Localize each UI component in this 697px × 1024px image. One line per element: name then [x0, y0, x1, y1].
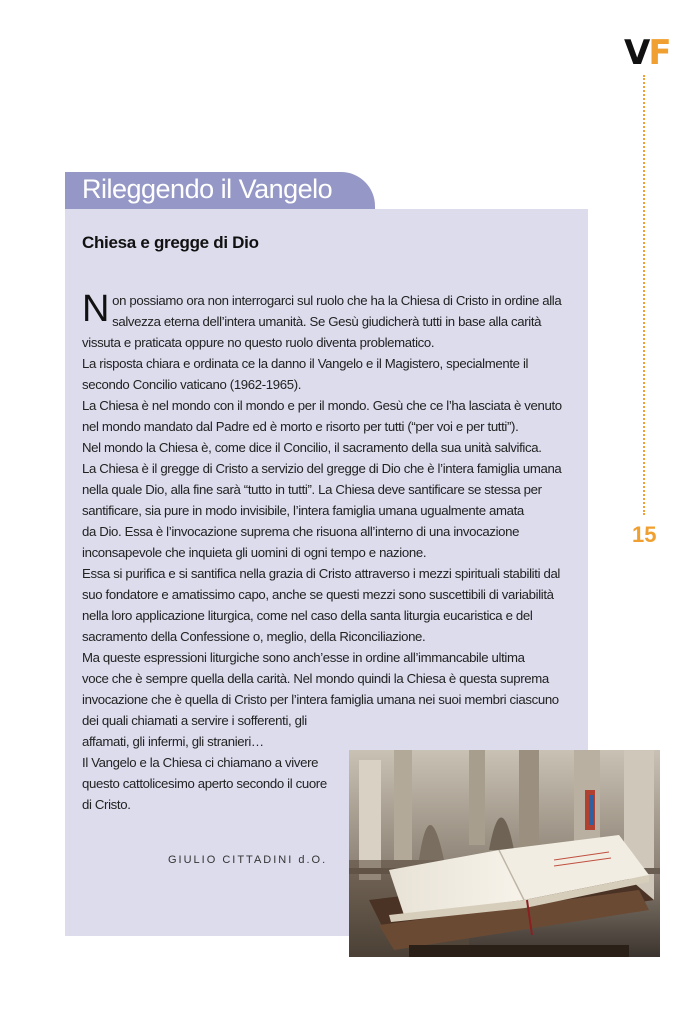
- article-body: [82, 290, 587, 815]
- text-line: Il Vangelo e la Chiesa ci chiamano a vivere: [82, 755, 319, 770]
- magazine-logo: [624, 33, 670, 73]
- text-line: nella quale Dio, alla fine sarà “tutto in tutti”. La Chiesa deve santificare se stessa per: [82, 482, 542, 497]
- text-line: on possiamo ora non interrogarci sul ruolo che ha la Chiesa di Cristo in ordine alla: [112, 293, 562, 308]
- text-line: invocazione che è quella di Cristo per l’intera famiglia umana nei suoi membri ciascuno: [82, 692, 559, 707]
- logo-letter-v: V: [624, 33, 649, 73]
- church-bible-photo: [349, 750, 660, 957]
- text-line: La Chiesa è il gregge di Cristo a servizio del gregge di Dio che è l’intera famiglia umana: [82, 461, 562, 476]
- author-signature: GIULIO CITTADINI d.O.: [168, 854, 328, 866]
- text-line: suo fondatore e amatissimo capo, anche se questi mezzi sono suscettibili di variabilità: [82, 587, 554, 602]
- text-line: questo cattolicesimo aperto secondo il cuore: [82, 776, 327, 791]
- text-line: nella loro applicazione liturgica, come nel caso della santa liturgia eucaristica e del: [82, 608, 533, 623]
- article-title: Chiesa e gregge di Dio: [82, 233, 259, 252]
- text-line: affamati, gli infermi, gli stranieri…: [82, 734, 264, 749]
- text-line: secondo Concilio vaticano (1962-1965).: [82, 377, 302, 392]
- text-line: da Dio. Essa è l’invocazione suprema che risuona all’interno di una invocazione: [82, 524, 520, 539]
- text-line: La Chiesa è nel mondo con il mondo e per il mondo. Gesù che ce l’ha lasciata è venuto: [82, 398, 562, 413]
- text-line: di Cristo.: [82, 797, 131, 812]
- text-line: Nel mondo la Chiesa è, come dice il Concilio, il sacramento della sua unità salvifica.: [82, 440, 542, 455]
- text-line: inconsapevole che inquieta gli uomini di ogni tempo e nazione.: [82, 545, 427, 560]
- text-line: voce che è sempre quella della carità. Nel mondo quindi la Chiesa è questa suprema: [82, 671, 549, 686]
- text-line: sacramento della Confessione o, meglio, della Riconciliazione.: [82, 629, 426, 644]
- text-line: santificare, sia pure in modo invisibile, l’intera famiglia umana ugualmente amata: [82, 503, 524, 518]
- text-line: Essa si purifica e si santifica nella grazia di Cristo attraverso i mezzi spirituali stabiliti dal: [82, 566, 561, 581]
- text-line: vissuta e praticata oppure no questo ruolo diventa problematico.: [82, 335, 435, 350]
- text-line: La risposta chiara e ordinata ce la danno il Vangelo e il Magistero, specialmente il: [82, 356, 529, 371]
- text-line: nel mondo mandato dal Padre ed è morto e risorto per tutti (“per voi e per tutti”).: [82, 419, 519, 434]
- page-number: 15: [632, 522, 657, 547]
- section-title: Rileggendo il Vangelo: [82, 174, 333, 204]
- text-line: salvezza eterna dell’intera umanità. Se Gesù giudicherà tutti in base alla carità: [112, 314, 542, 329]
- text-line: Ma queste espressioni liturgiche sono anch’esse in ordine all’immancabile ultima: [82, 650, 525, 665]
- dotted-divider: [643, 75, 645, 515]
- logo-letter-f: F: [648, 33, 670, 73]
- text-line: dei quali chiamati a servire i sofferenti, gli: [82, 713, 307, 728]
- drop-cap: N: [82, 288, 110, 330]
